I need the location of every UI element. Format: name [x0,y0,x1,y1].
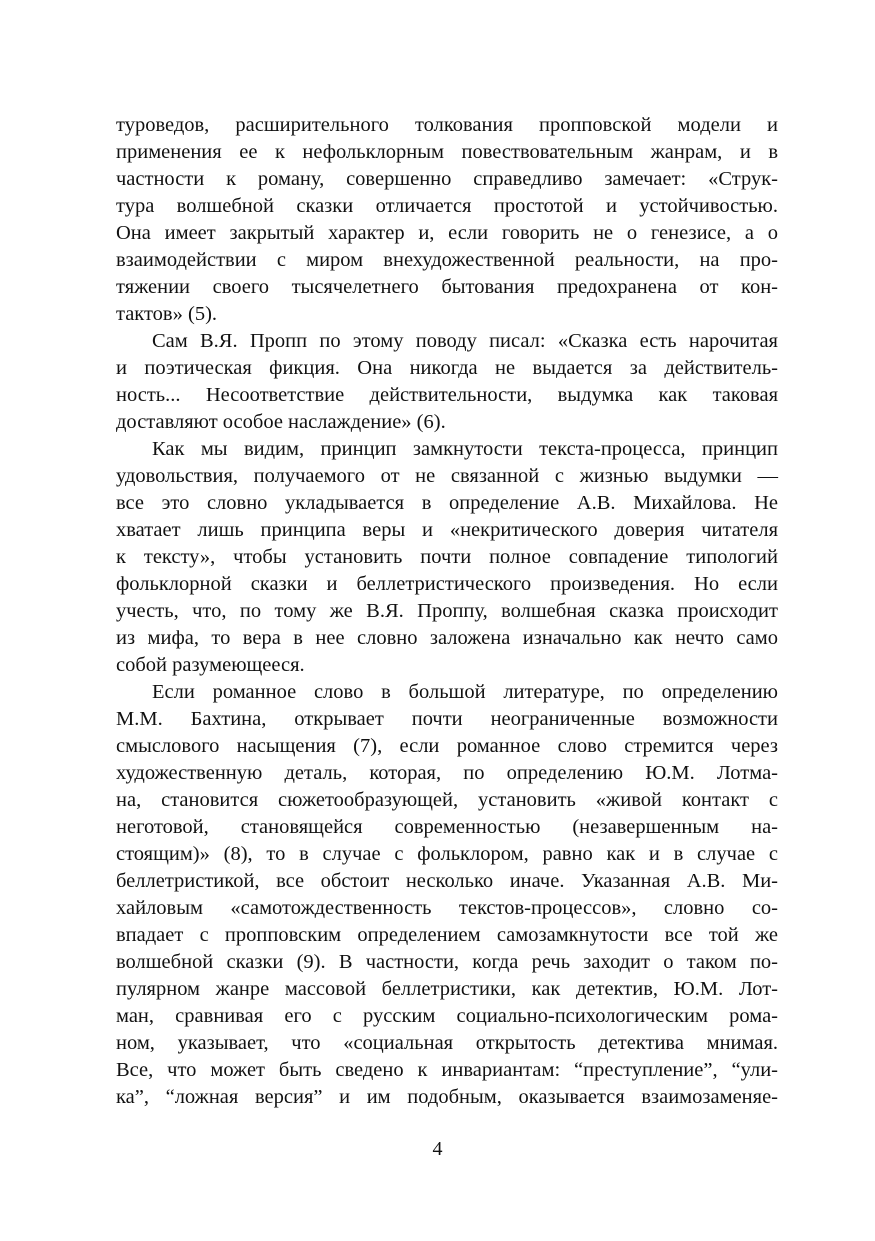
text-line: к тексту», чтобы установить почти полное совпадение типологий [116,546,778,568]
text-line: ном, указывает, что «социальная открытость детектива мнимая. [116,1032,778,1054]
page-body-text [116,112,778,1111]
text-line: тактов» (5). [116,303,218,325]
text-line: ность... Несоответствие действительности, выдумка как таковая [116,384,778,406]
text-line: ман, сравнивая его с русским социально-психологическим рома- [116,1005,778,1027]
text-line: волшебной сказки (9). В частности, когда речь заходит о таком по- [116,951,778,973]
text-line: Все, что может быть сведено к инвариантам: “преступление”, “ули- [116,1059,778,1081]
text-line: художественную деталь, которая, по определению Ю.М. Лотма- [116,762,778,784]
text-line: применения ее к нефольклорным повествовательным жанрам, и в [116,141,778,163]
text-line: взаимодействии с миром внехудожественной реальности, на про- [116,249,778,271]
text-line: хватает лишь принципа веры и «некритического доверия читателя [116,519,778,541]
text-line: тяжении своего тысячелетнего бытования предохранена от кон- [116,276,778,298]
text-line: туроведов, расширительного толкования пропповской модели и [116,114,778,136]
text-line: стоящим)» (8), то в случае с фольклором, равно как и в случае с [116,843,778,865]
paragraph-first-line: Сам В.Я. Пропп по этому поводу писал: «Сказка есть нарочитая [152,330,778,352]
page-number: 4 [432,1138,443,1160]
text-line: фольклорной сказки и беллетристического произведения. Но если [116,573,778,595]
text-line: удовольствия, получаемого от не связанной с жизнью выдумки — [116,465,778,487]
text-line: учесть, что, по тому же В.Я. Проппу, волшебная сказка происходит [116,600,778,622]
paragraph-first-line: Как мы видим, принцип замкнутости текста-процесса, принцип [152,438,778,460]
text-line: хайловым «самотождественность текстов-процессов», словно со- [116,897,778,919]
text-line: тура волшебной сказки отличается простотой и устойчивостью. [116,195,778,217]
text-line: Она имеет закрытый характер и, если говорить не о генезисе, а о [116,222,778,244]
text-line: на, становится сюжетообразующей, установить «живой контакт с [116,789,778,811]
text-line: неготовой, становящейся современностью (незавершенным на- [116,816,778,838]
text-line: и поэтическая фикция. Она никогда не выдается за действитель- [116,357,778,379]
text-line: пулярном жанре массовой беллетристики, как детектив, Ю.М. Лот- [116,978,778,1000]
text-line: впадает с пропповским определением самозамкнутости все той же [116,924,778,946]
text-line: собой разумеющееся. [116,654,305,676]
text-line: беллетристикой, все обстоит несколько иначе. Указанная А.В. Ми- [116,870,778,892]
paragraph-first-line: Если романное слово в большой литературе, по определению [152,681,778,703]
text-line: М.М. Бахтина, открывает почти неограниченные возможности [116,708,778,730]
text-line: доставляют особое наслаждение» (6). [116,411,446,433]
text-line: все это словно укладывается в определение А.В. Михайлова. Не [116,492,778,514]
text-line: ка”, “ложная версия” и им подобным, оказывается взаимозаменяе- [116,1086,778,1108]
text-line: частности к роману, совершенно справедливо замечает: «Струк- [116,168,778,190]
text-line: смыслового насыщения (7), если романное слово стремится через [116,735,778,757]
text-line: из мифа, то вера в нее словно заложена изначально как нечто само [116,627,778,649]
